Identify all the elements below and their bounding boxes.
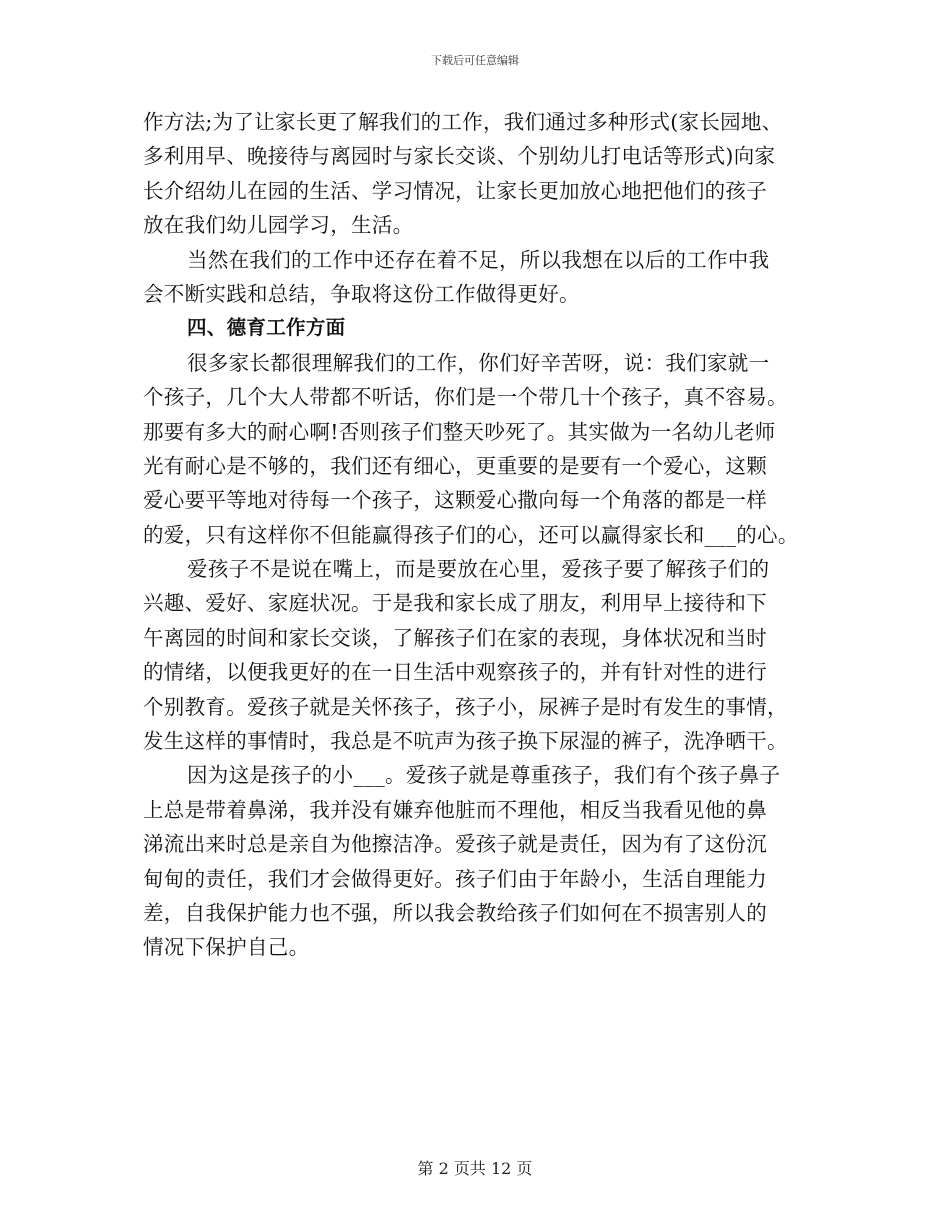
text-line: 兴趣、爱好、家庭状况。于是我和家长成了朋友，利用早上接待和下 [143, 591, 767, 616]
paragraph-first-line: 爱孩子不是说在嘴上，而是要放在心里，爱孩子要了解孩子们的 [187, 557, 770, 582]
paragraph-first-line: 当然在我们的工作中还存在着不足，所以我想在以后的工作中我 [187, 247, 770, 272]
page-header: 下载后可任意编辑 [431, 54, 519, 67]
paragraph-first-line: 很多家长都很理解我们的工作，你们好辛苦呀，说：我们家就一 [187, 350, 770, 375]
paragraph-first-line: 因为这是孩子的小___。爱孩子就是尊重孩子，我们有个孩子鼻子 [187, 763, 781, 788]
text-line: 午离园的时间和家长交谈，了解孩子们在家的表现，身体状况和当时 [143, 625, 767, 650]
text-line: 情况下保护自己。 [143, 935, 310, 960]
text-line: 差，自我保护能力也不强，所以我会教给孩子们如何在不损害别人的 [143, 900, 767, 925]
text-line: 上总是带着鼻涕，我并没有嫌弃他脏而不理他，相反当我看见他的鼻 [143, 797, 767, 822]
text-line: 那要有多大的耐心啊!否则孩子们整天吵死了。其实做为一名幼儿老师 [143, 419, 776, 444]
text-line: 发生这样的事情时，我总是不吭声为孩子换下尿湿的裤子，洗净晒干。 [143, 729, 788, 754]
text-line: 的爱，只有这样你不但能赢得孩子们的心，还可以赢得家长和___的心。 [143, 522, 799, 547]
text-line: 放在我们幼儿园学习，生活。 [143, 213, 414, 238]
text-line: 多利用早、晚接待与离园时与家长交谈、个别幼儿打电话等形式)向家 [143, 144, 776, 169]
text-line: 长介绍幼儿在园的生活、学习情况，让家长更加放心地把他们的孩子 [143, 178, 767, 203]
text-line: 作方法;为了让家长更了解我们的工作，我们通过多种形式(家长园地、 [143, 110, 783, 134]
text-line: 个别教育。爱孩子就是关怀孩子，孩子小，尿裤子是时有发生的事情， [143, 694, 788, 719]
text-line: 甸甸的责任，我们才会做得更好。孩子们由于年龄小，生活自理能力 [143, 866, 767, 891]
text-line: 涕流出来时总是亲自为他擦洁净。爱孩子就是责任，因为有了这份沉 [143, 832, 767, 857]
page-number-footer: 第 2 页共 12 页 [417, 1159, 533, 1178]
section-heading: 四、德育工作方面 [187, 316, 346, 340]
text-line: 个孩子，几个大人带都不听话，你们是一个带几十个孩子，真不容易。 [143, 385, 788, 410]
text-line: 光有耐心是不够的，我们还有细心，更重要的是要有一个爱心，这颗 [143, 453, 767, 478]
document-body [143, 105, 813, 965]
text-line: 爱心要平等地对待每一个孩子，这颗爱心撒向每一个角落的都是一样 [143, 488, 767, 513]
text-line: 会不断实践和总结，争取将这份工作做得更好。 [143, 281, 580, 306]
text-line: 的情绪，以便我更好的在一日生活中观察孩子的，并有针对性的进行 [143, 660, 767, 685]
